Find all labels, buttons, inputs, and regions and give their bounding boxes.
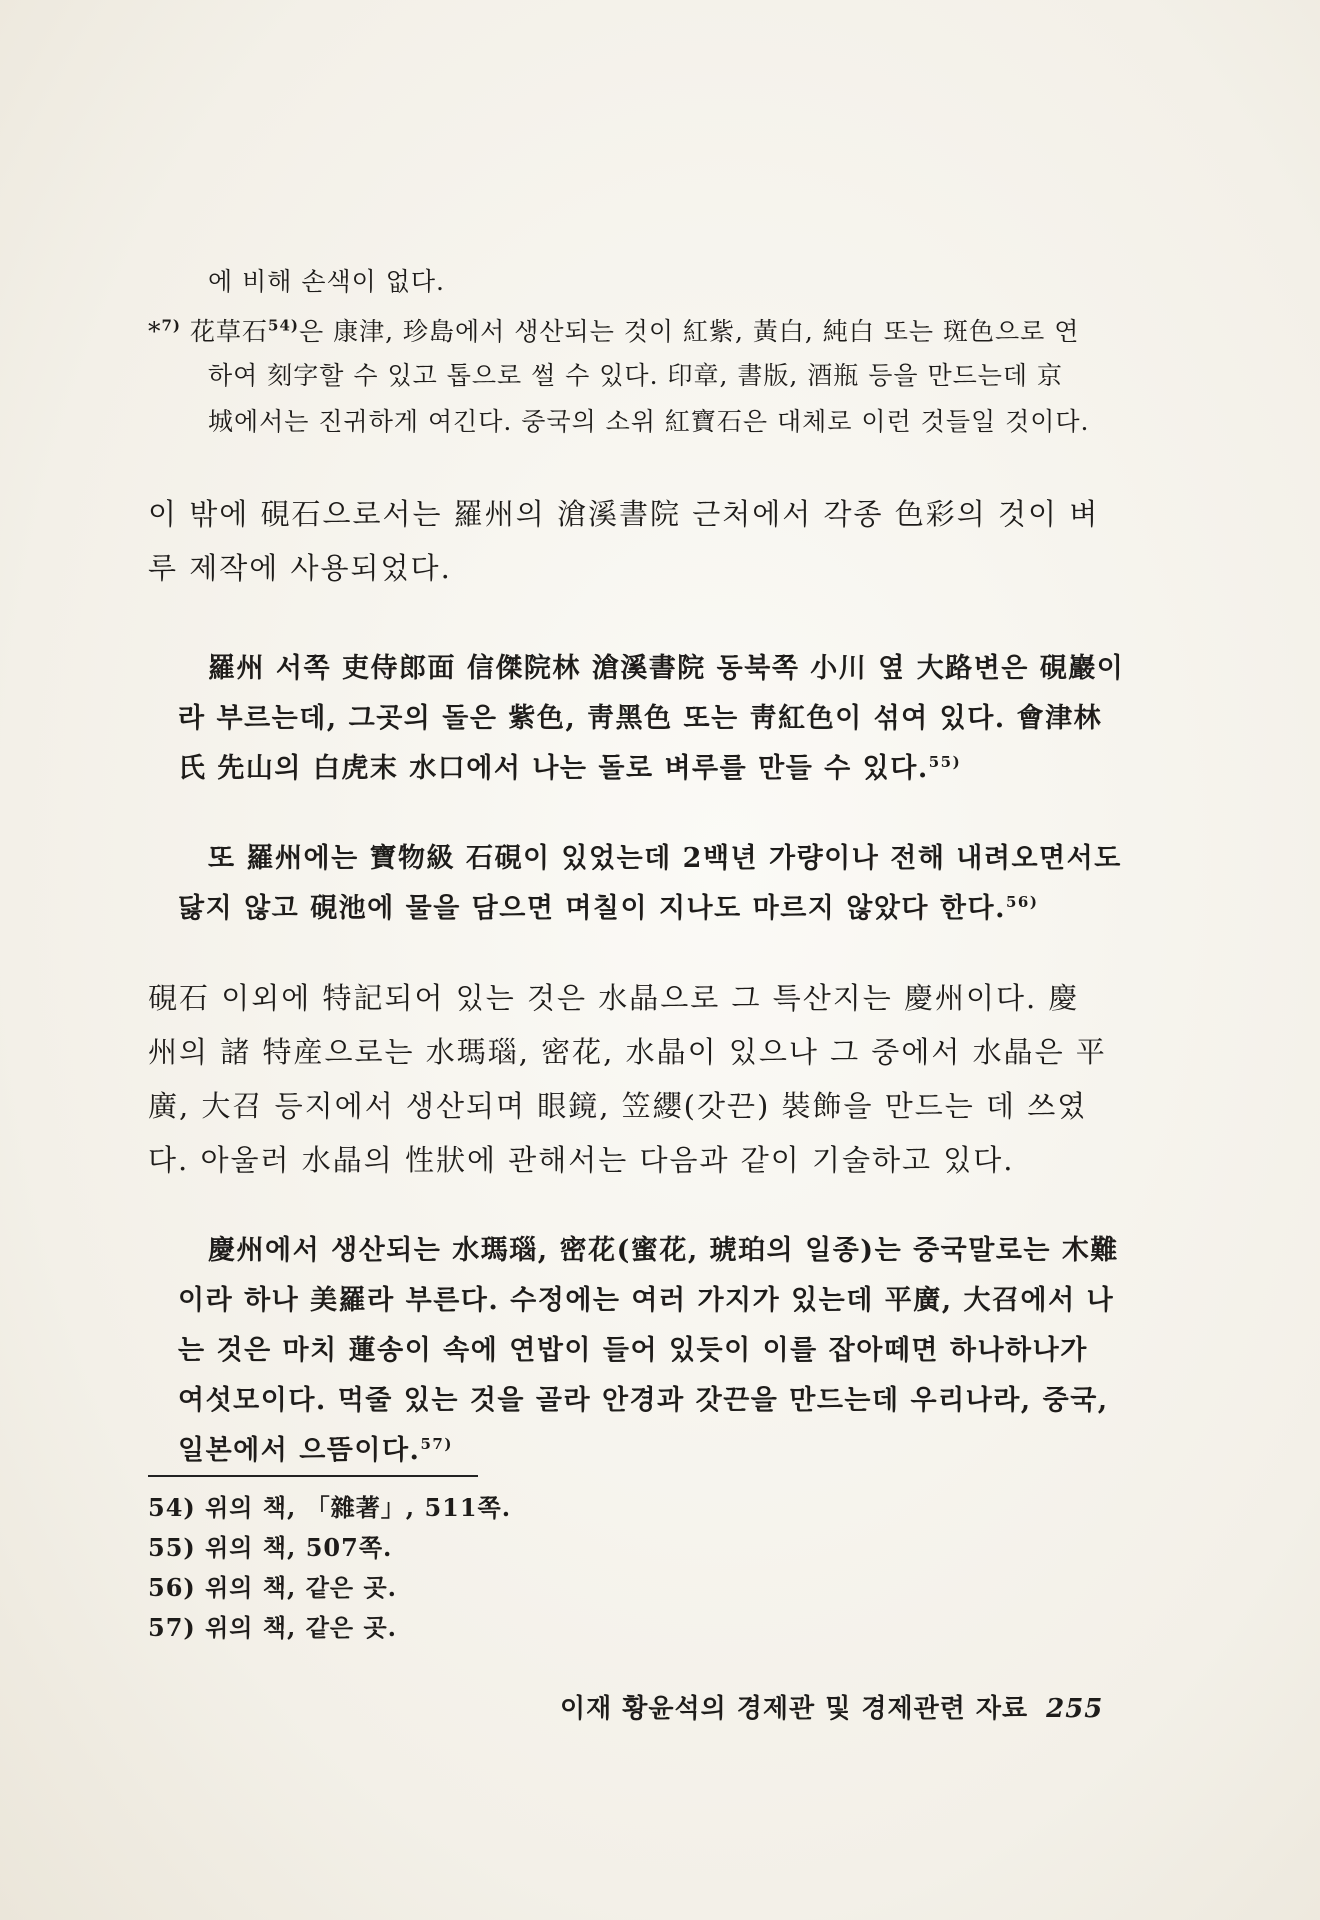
note-line-1: 에 비해 손색이 없다. xyxy=(208,267,445,296)
footnote-separator xyxy=(148,1475,478,1477)
quote1-line-2: 라 부르는데, 그곳의 돌은 紫色, 靑黑色 또는 靑紅色이 섞여 있다. 會津林 xyxy=(178,703,1103,734)
quote2-line-2-text: 닳지 않고 硯池에 물을 담으면 며칠이 지나도 마르지 않았다 한다. xyxy=(178,893,1006,924)
para1-line-2: 루 제작에 사용되었다. xyxy=(148,551,452,585)
footnote-ref-57: 57) xyxy=(420,1435,453,1453)
quote3-line-5 xyxy=(178,1428,453,1467)
footnote-ref-55: 55) xyxy=(928,753,962,771)
para2-line-4: 다. 아울러 水晶의 性狀에 관해서는 다음과 같이 기술하고 있다. xyxy=(148,1143,1015,1177)
running-footer-title: 이재 황윤석의 경제관 및 경제관련 자료 xyxy=(560,1694,1029,1724)
quote3-line-1: 慶州에서 생산되는 水瑪瑙, 密花(蜜花, 琥珀의 일종)는 중국말로는 木難 xyxy=(208,1235,1119,1266)
para2-line-1: 硯石 이외에 特記되어 있는 것은 水晶으로 그 특산지는 慶州이다. 慶 xyxy=(148,981,1080,1015)
footnote-ref-56: 56) xyxy=(1005,893,1039,911)
para1-line-1: 이 밖에 硯石으로서는 羅州의 滄溪書院 근처에서 각종 色彩의 것이 벼 xyxy=(148,497,1100,531)
footnote-ref-54: 54) xyxy=(268,316,299,335)
para2-line-3: 廣, 大召 등지에서 생산되며 眼鏡, 笠纓(갓끈) 裝飾을 만드는 데 쓰였 xyxy=(148,1089,1088,1123)
note-line-3: 하여 刻字할 수 있고 톱으로 썰 수 있다. 印章, 書版, 酒瓶 등을 만드는데 京 xyxy=(208,361,1064,390)
quote3-line-4: 여섯모이다. 먹줄 있는 것을 골라 안경과 갓끈을 만드는데 우리나라, 중국, xyxy=(178,1385,1109,1416)
page-number: 255 xyxy=(1046,1694,1104,1724)
quote1-line-1: 羅州 서쪽 吏侍郎面 信傑院林 滄溪書院 동북쪽 小川 옆 大路변은 硯巖이 xyxy=(208,653,1125,684)
quote1-line-3 xyxy=(178,746,961,785)
quote2-line-1: 또 羅州에는 寶物級 石硯이 있었는데 2백년 가량이나 전해 내려오면서도 xyxy=(208,843,1122,874)
footnote-55: 55) 위의 책, 507쪽. xyxy=(148,1533,393,1562)
para2-line-2: 州의 諸 特産으로는 水瑪瑙, 密花, 水晶이 있으나 그 중에서 水晶은 平 xyxy=(148,1035,1107,1069)
quote3-line-5-text: 일본에서 으뜸이다. xyxy=(178,1435,421,1466)
note-line-2 xyxy=(148,312,1079,348)
note-marker: * xyxy=(148,317,162,346)
footnote-57: 57) 위의 책, 같은 곳. xyxy=(148,1613,397,1642)
note-line-4: 城에서는 진귀하게 여긴다. 중국의 소위 紅寶石은 대체로 이런 것들일 것이다. xyxy=(208,407,1090,436)
quote3-line-3: 는 것은 마치 蓮송이 속에 연밥이 들어 있듯이 이를 잡아떼면 하나하나가 xyxy=(178,1335,1088,1366)
footnote-56: 56) 위의 책, 같은 곳. xyxy=(148,1573,397,1602)
note-marker-sup: 7) xyxy=(161,316,182,335)
quote1-line-3-text: 氏 先山의 白虎末 水口에서 나는 돌로 벼루를 만들 수 있다. xyxy=(178,753,929,784)
quote2-line-2 xyxy=(178,886,1038,925)
note-line-2-post: 은 康津, 珍島에서 생산되는 것이 紅紫, 黃白, 純白 또는 斑色으로 연 xyxy=(299,317,1080,346)
running-footer xyxy=(560,1688,1103,1725)
quote3-line-2: 이라 하나 美羅라 부른다. 수정에는 여러 가지가 있는데 平廣, 大召에서 나 xyxy=(178,1285,1115,1316)
note-line-2-pre: 花草石 xyxy=(190,317,269,346)
footnote-54: 54) 위의 책, 「雜著」, 511쪽. xyxy=(148,1493,512,1522)
